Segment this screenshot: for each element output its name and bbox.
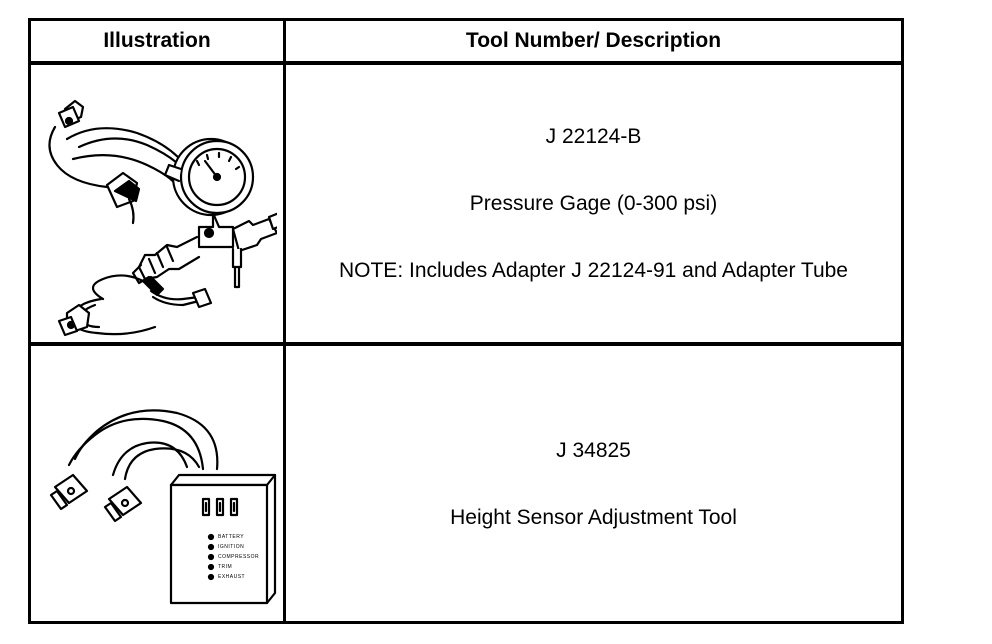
panel-label-trim: TRIM <box>218 564 233 570</box>
panel-label-ignition: IGNITION <box>218 544 245 550</box>
pressure-gage-illustration <box>37 69 277 337</box>
panel-label-battery: BATTERY <box>218 534 245 540</box>
tool-table <box>28 18 904 624</box>
tool-note: NOTE: Includes Adapter J 22124-91 and Adapter Tube <box>338 259 848 282</box>
header-tool-description: Tool Number/ Description <box>465 29 722 52</box>
panel-label-exhaust: EXHAUST <box>218 574 246 580</box>
tool-number: J 34825 <box>556 438 631 462</box>
panel-labels <box>218 532 259 582</box>
tool-description: Pressure Gage (0-300 psi) <box>469 192 718 215</box>
panel-label-compressor: COMPRESSOR <box>218 554 260 560</box>
tool-description: Height Sensor Adjustment Tool <box>450 505 737 529</box>
header-illustration: Illustration <box>103 29 211 52</box>
row-1-description <box>286 65 901 342</box>
tool-number: J 22124-B <box>545 125 642 148</box>
row-2-description <box>286 346 901 621</box>
